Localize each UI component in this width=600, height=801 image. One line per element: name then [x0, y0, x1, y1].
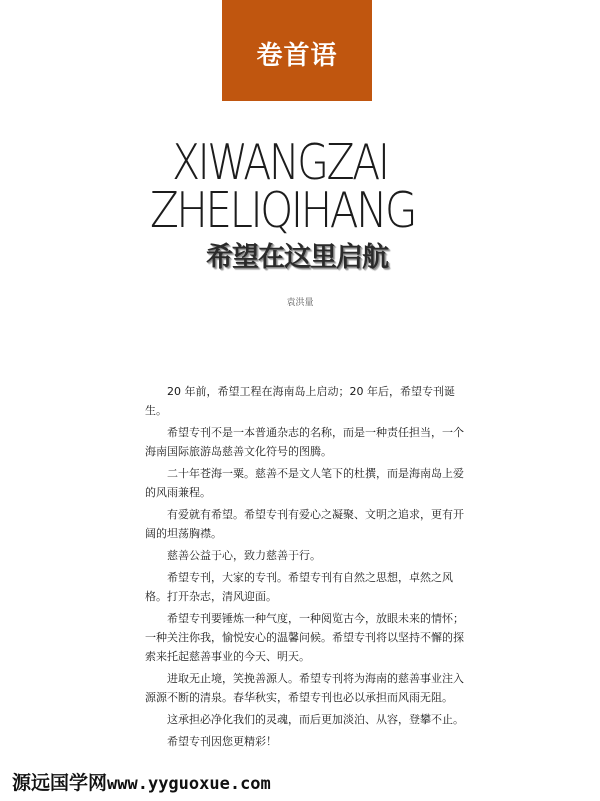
title-pinyin-line-2: ZHELIQIHANG	[150, 182, 416, 239]
paragraph: 这承担必净化我们的灵魂，而后更加淡泊、从容，登攀不止。	[167, 713, 464, 726]
paragraph: 进取无止境，笑挽善源人。希望专刊将为海南的慈善事业注入源源不断的清泉。春华秋实，希望专刊也必以承担而风雨无阻。	[145, 672, 464, 704]
section-title: 卷首语	[256, 41, 338, 71]
paragraph: 希望专刊因您更精彩！	[167, 735, 277, 748]
article-body	[145, 382, 465, 754]
watermark-url: www.yyguoxue.com	[107, 774, 271, 794]
paragraph: 有爱就有希望。希望专刊有爱心之凝聚、文明之追求，更有开阔的坦荡胸襟。	[145, 508, 464, 540]
paragraph: 二十年苍海一粟。慈善不是文人笔下的杜撰，而是海南岛上爱的风雨兼程。	[145, 467, 464, 499]
paragraph: 20 年前，希望工程在海南岛上启动；20 年后，希望专刊诞生。	[145, 385, 455, 417]
paragraph: 希望专刊，大家的专刊。希望专刊有自然之思想，卓然之风格。打开杂志，清风迎面。	[145, 571, 453, 603]
title-pinyin-line-1: XIWANGZAI	[172, 134, 388, 191]
watermark-site-name: 源远国学网	[12, 772, 108, 794]
paragraph: 希望专刊要锤炼一种气度，一种阅览古今，放眼未来的情怀；一种关注你我，愉悦安心的温馨问候。希望专刊将以坚持不懈的探索来托起慈善事业的今天、明天。	[145, 612, 464, 663]
author-name: 袁洪量	[286, 298, 314, 308]
site-watermark	[12, 768, 271, 795]
section-header-block	[222, 0, 372, 101]
paragraph: 慈善公益于心，致力慈善于行。	[167, 549, 321, 562]
article-title: 希望在这里启航	[206, 242, 388, 273]
paragraph: 希望专刊不是一本普通杂志的名称，而是一种责任担当，一个海南国际旅游岛慈善文化符号的图腾。	[145, 426, 464, 458]
